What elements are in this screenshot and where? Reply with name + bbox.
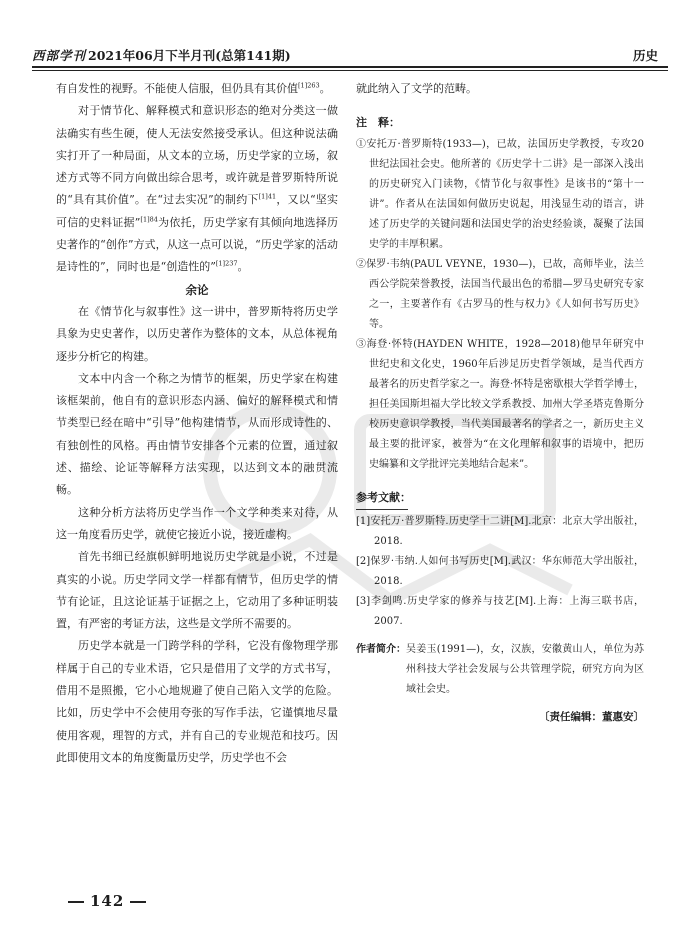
references-rule <box>356 509 408 510</box>
text: 有自发性的视野。不能使人信服，但仍具有其价值 <box>56 82 298 95</box>
note-item: ②保罗·韦纳(PAUL VEYNE，1930—)，已故，高师毕业，法兰西公学院荣誉教授，法国当代最出色的希腊—罗马史研究专家之一，主要著作有《古罗马的性与权力》《人如何书写历史》等。 <box>356 258 644 330</box>
references-list <box>356 512 644 632</box>
header-rule-thin <box>32 70 668 71</box>
citation: [1]237 <box>215 259 238 268</box>
spacer <box>356 100 644 112</box>
page-footer <box>62 892 152 910</box>
spacer <box>356 475 644 487</box>
issue-info: 2021年06月下半月刊(总第141期) <box>88 48 291 63</box>
section-heading: 余论 <box>185 282 209 297</box>
note-item: ①安托万·普罗斯特(1933—)，已故，法国历史学教授，专攻20世纪法国社会史。他所著的《历史学十二讲》是一部深入浅出的历史研究入门读物，《情节化与叙事性》是该书的“第十一讲”。作者从在法国如何做历史说起，用浅显生动的语言，讲述了历史学的关键问题和法国史学的治史经验谈，凝聚了法国史学的丰厚积累。 <box>356 138 644 250</box>
page-header <box>32 46 668 66</box>
reference-item: [2]保罗·韦纳.人如何书写历史[M].武汉：华东师范大学出版社，2018. <box>356 555 644 587</box>
citation: [1]263 <box>298 81 320 90</box>
author-bio <box>356 640 644 700</box>
text: ，又以“坚实可信的史料证据” <box>56 193 338 229</box>
paragraph: 在《情节化与叙事性》这一讲中，普罗斯特将历史学具象为史史著作，以历史著作为整体的文本，从总体视角逐步分析它的构建。 <box>56 304 338 363</box>
author-text: 吴姜玉(1991—)，女，汉族，安徽黄山人，单位为苏州科技大学社会发展与公共管理学院，研究方向为区域社会史。 <box>406 643 644 695</box>
references-title: 参考文献： <box>356 490 411 504</box>
page-number: 142 <box>90 892 125 910</box>
citation: [1]41 <box>258 192 277 201</box>
notes-list <box>356 135 644 475</box>
text: 为依托，历史学家有其倾向地选择历史著作的“创作”方式，从这一点可以说，“历史学家的活动是诗性的”，同时也是“创造性的” <box>56 215 339 274</box>
reference-item: [1]安托万·普罗斯特.历史学十二讲[M].北京：北京大学出版社，2018. <box>356 515 644 547</box>
header-rule <box>32 66 668 68</box>
header-left <box>32 46 291 64</box>
footer-dash <box>68 901 84 903</box>
paragraph: 历史学本就是一门跨学科的学科，它没有像物理学那样属于自己的专业术语，它只是借用了文学的方式书写，借用不是照搬，它小心地规避了使自己陷入文学的危险。比如，历史学中不会使用夸张的写作手法，它谨慎地尽量使用客观，理智的方式，并有自己的专业规范和技巧。因此即使用文本的角度衡量历史学，历史学也不会 <box>56 639 338 764</box>
citation: [1]84 <box>140 215 158 224</box>
paragraph: 文本中内含一个称之为情节的框架，历史学家在构建该框架前，他自有的意识形态内涵、偏好的解释模式和情节类型已经在暗中“引导”他构建情节，从而形成诗性的、有独创性的风格。再由情节安排各个元素的位置，通过叙述、描绘、论证等解释方法实现，以达到文本的融贯流畅。 <box>56 371 338 497</box>
paragraph <box>56 78 338 100</box>
note-item: ③海登·怀特(HAYDEN WHITE，1928—2018)他早年研究中世纪史和文化史，1960年后涉足历史哲学领域，是当代西方最著名的历史哲学家之一。海登·怀特是密歇根大学哲学博士，担任美国斯坦福大学比较文学系教授、加州大学圣塔克鲁斯分校历史意识学教授，当代美国最著名的学者之一，新历史主义最主要的批评家，被誉为“在文化理解和叙事的语境中，把历史编纂和文学批评完美地结合起来”。 <box>356 338 644 470</box>
text: 。 <box>237 260 249 274</box>
text: 。 <box>319 82 331 95</box>
journal-name: 西部学刊 <box>32 48 87 63</box>
text: 对于情节化、解释模式和意识形态的绝对分类这一做法确实有些生硬，使人无法安然接受承认。但这种说法确实打开了一种局面，从文本的立场，历史学家的立场，叙述方式等不同方向做出综合思考，或许就是普罗斯特所说的“具有其价值”。在“过去实况”的制约下 <box>56 104 338 207</box>
left-column <box>56 78 338 769</box>
notes-title: 注 释： <box>356 116 400 130</box>
paragraph <box>56 100 338 278</box>
section-label: 历史 <box>632 48 658 63</box>
footer-dash <box>130 901 146 903</box>
reference-item: [3]李剑鸣.历史学家的修养与技艺[M].上海：上海三联书店，2007. <box>356 595 644 627</box>
author-label: 作者简介： <box>356 643 406 655</box>
paragraph: 这种分析方法将历史学当作一个文学种类来对待，从这一角度看历史学，就使它接近小说，接近虚构。 <box>56 505 338 541</box>
paragraph: 首先书细已经旗帜鲜明地说历史学就是小说，不过是真实的小说。历史学同文学一样都有情节，但历史学的情节有论证，且这论证基于证据之上，它动用了多种证明装置，有严密的考证方法，这些是文学所不需要的。 <box>56 550 338 631</box>
editor-credit: 〔责任编辑：董惠安〕 <box>539 710 644 723</box>
right-column <box>356 78 644 728</box>
paragraph: 就此纳入了文学的范畴。 <box>356 82 477 95</box>
